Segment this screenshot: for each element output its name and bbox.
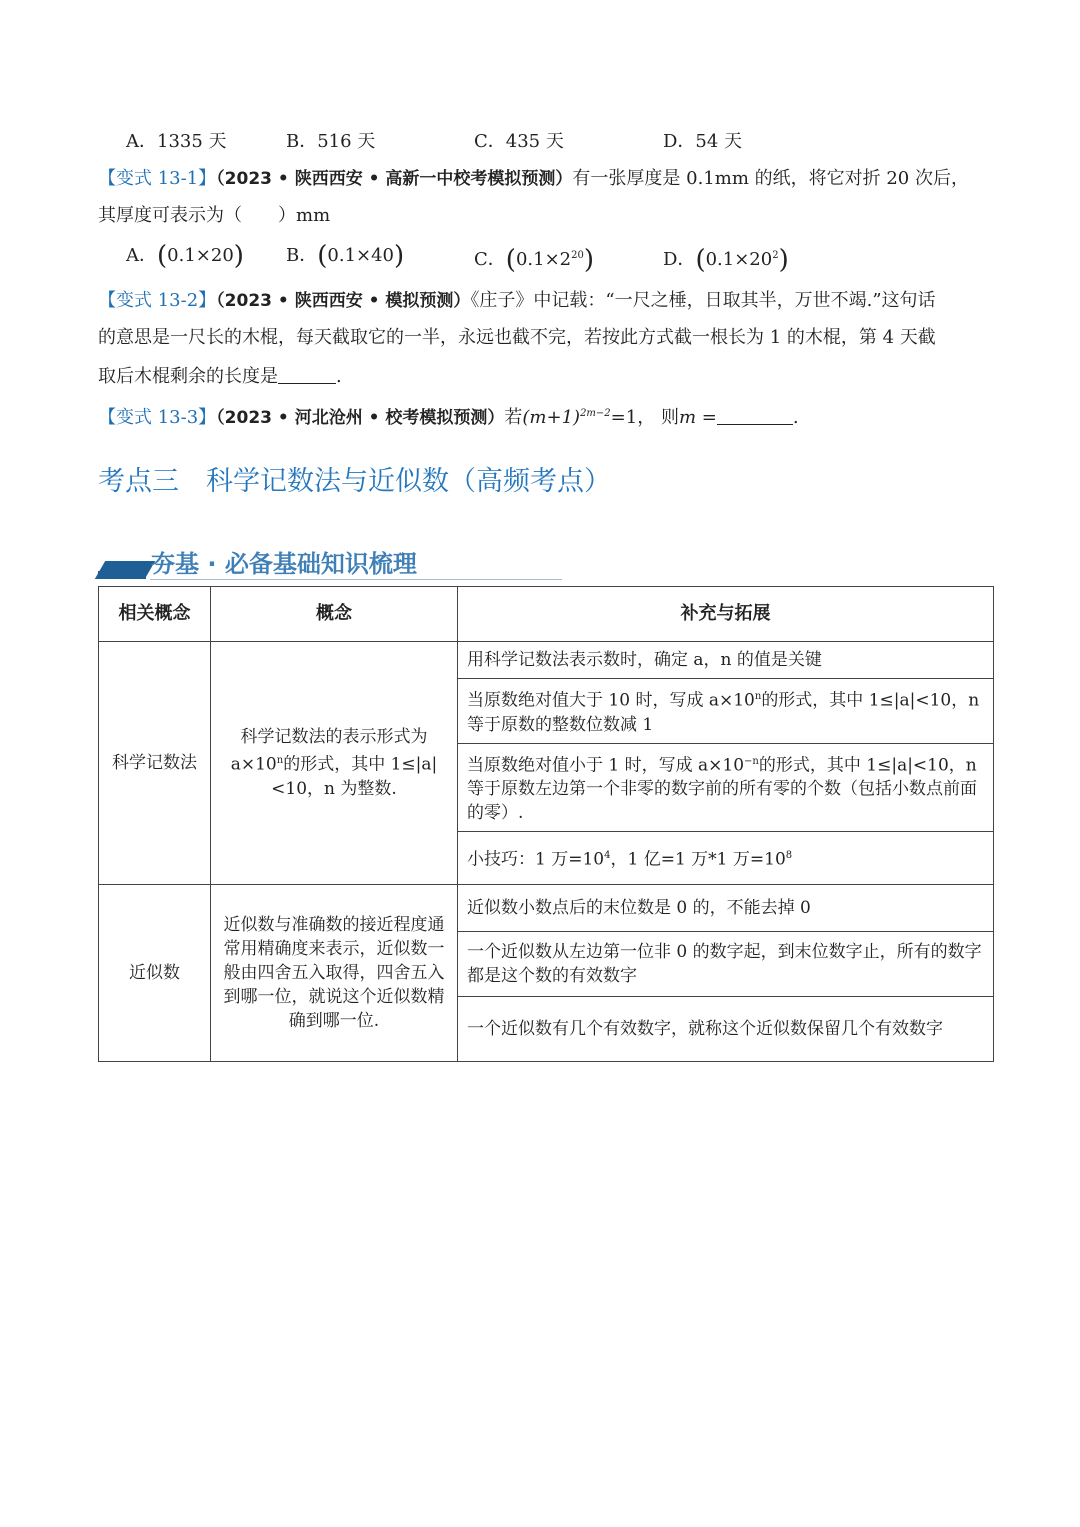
v13-1-option-a: A．(0.1×20) — [126, 241, 244, 271]
sci-extension-3: 当原数绝对值小于 1 时，写成 $a\times 10^{-n}$的形式，其中 1≤|a|<10，n 等于原数左边第一个非零的数字前的所有零的个数（包括小数点前面的零）. — [458, 743, 994, 832]
banner-decoration-base — [98, 571, 146, 579]
q13-option-b: B．516 天 — [286, 131, 376, 152]
approx-extension-2: 一个近似数从左边第一位非 0 的数字起，到末位数字止，所有的数字都是这个数的有效数字 — [458, 932, 994, 997]
v13-1-option-d: D．$(0.1\times 20^2)$ — [663, 245, 789, 275]
q13-option-d: D．54 天 — [663, 131, 743, 152]
variant-tag: 【变式 13-2】 — [98, 290, 217, 311]
answer-blank — [278, 365, 336, 384]
section-title: 考点三 科学记数法与近似数（高频考点） — [98, 466, 611, 497]
approx-extension-1: 近似数小数点后的末位数是 0 的，不能去掉 0 — [458, 885, 994, 932]
sci-extension-4: 小技巧：1 万$=10^4$，1 亿=1 万*1 万$=10^8$ — [458, 832, 994, 885]
q13-option-c: C．435 天 — [474, 131, 564, 152]
banner-title: 夯基 · 必备基础知识梳理 — [151, 550, 417, 578]
banner-underline — [150, 579, 562, 580]
variant-text: 《庄子》中记载：“一尺之棰，日取其半，万世不竭.”这句话 — [470, 290, 936, 311]
variant-tag: 【变式 13-3】 — [98, 407, 217, 428]
variant-tag: 【变式 13-1】 — [98, 168, 217, 189]
variant-text: 有一张厚度是 0.1mm 的纸，将它对折 20 次后， — [572, 168, 969, 189]
sci-extension-1: 用科学记数法表示数时，确定 a，n 的值是关键 — [458, 642, 994, 679]
concept-sci: 科学记数法的表示形式为 $a\times 10^n$的形式，其中 1≤|a|<10，n 为整数. — [211, 642, 458, 885]
header-extension: 补充与拓展 — [458, 587, 994, 642]
table-row — [99, 642, 994, 679]
variant-13-2 — [98, 290, 936, 312]
variant-13-1-line2: 其厚度可表示为（ ）mm — [98, 205, 331, 226]
answer-blank — [717, 406, 793, 425]
approx-extension-3: 一个近似数有几个有效数字，就称这个近似数保留几个有效数字 — [458, 997, 994, 1062]
v13-1-option-b: B．(0.1×40) — [286, 241, 405, 271]
row-name-approx: 近似数 — [99, 885, 211, 1062]
variant-13-2-line3: 取后木棍剩余的长度是 . — [98, 366, 342, 387]
table-header-row — [99, 587, 994, 642]
sci-extension-2: 当原数绝对值大于 10 时，写成 $a\times 10^n$的形式，其中 1≤|a|<10，n 等于原数的整数位数减 1 — [458, 679, 994, 744]
math-expression: (m+1) — [522, 407, 581, 428]
variant-13-1 — [98, 168, 969, 190]
header-concept: 概念 — [211, 587, 458, 642]
variant-13-2-line2: 的意思是一尺长的木棍，每天截取它的一半，永远也截不完，若按此方式截一根长为 1 的木棍，第 4 天截 — [98, 327, 936, 348]
variant-13-3: 【变式 13-3】（2023 • 河北沧州 • 校考模拟预测）若$(m+1)^{2m-2}=1$， 则m = . — [98, 407, 799, 428]
table-row — [99, 885, 994, 932]
concept-approx: 近似数与准确数的接近程度通常用精确度来表示，近似数一般由四舍五入取得，四舍五入到哪一位，就说这个近似数精确到哪一位. — [211, 885, 458, 1062]
section-banner — [98, 545, 568, 585]
row-name-sci: 科学记数法 — [99, 642, 211, 885]
header-related-concept: 相关概念 — [99, 587, 211, 642]
knowledge-table — [98, 586, 994, 1062]
q13-option-a: A．1335 天 — [126, 131, 227, 152]
v13-1-option-c: C．$(0.1\times 2^{20})$ — [474, 245, 594, 275]
variant-source: （2023 • 陕西西安 • 高新一中校考模拟预测） — [216, 169, 573, 189]
variant-source: （2023 • 河北沧州 • 校考模拟预测） — [216, 408, 505, 428]
variant-source: （2023 • 陕西西安 • 模拟预测） — [216, 291, 471, 311]
